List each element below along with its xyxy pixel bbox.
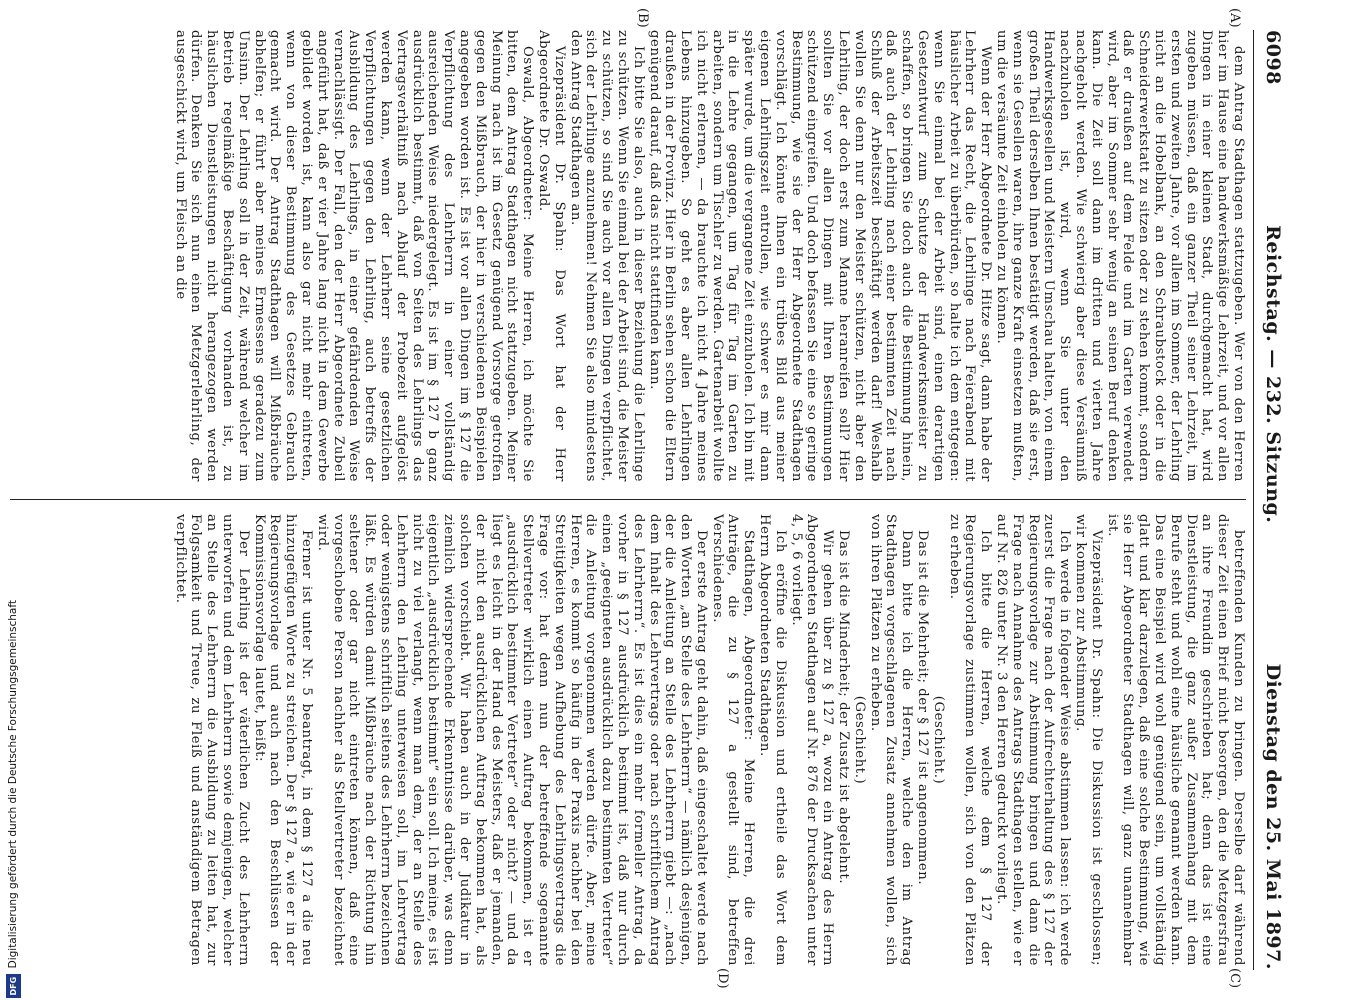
paragraph: Ferner ist unter Nr. 5 beantragt, in dem § 127 a die neu hinzugefügten Worte zu streichen. Der § 127 a, wie er in der Regierungsvorlage und auch nach den Beschlüssen der Kommissionsvorlage lautet, heißt:	[251, 514, 314, 966]
paragraph: Oswald, Abgeordneter: Meine Herren, ich möchte Sie bitten, dem Antrag Stadthagen nicht stattzugeben. Meiner Meinung nach ist im Gesetz genügend Vorsorge getroffen gegen den Mißbrauch, der hier in verschiedenen Beispielen angegeben worden ist. Es ist vor allen Dingen im § 127 die Verpflichtung des Lehrherrn in einer vollständig ausreichenden Weise niedergelegt. Es ist im § 127 b ganz ausdrücklich bestimmt, daß von Seiten des Lehrlings das Vertragsverhältniß nach Ablauf der Probezeit aufgelöst werden kann, wenn der Lehrherr seine gesetzlichen Verpflichtungen gegen den Lehrling, auch betreffs der Ausbildung des Lehrlings, in einer gefährdenden Weise vernachlässigt. Der Fall, den der Herr Abgeordnete Zubeil angeführt hat, daß er vier Jahre lang nicht in dem Gewerbe gebildet worden ist, kann also gar nicht mehr eintreten, wenn von dieser Bestimmung des Gesetzes Gebrauch gemacht wird. Der Antrag Stadthagen will Mißbräuche abhelfen; er führt aber meines Ermessens geradezu zum Unsinn. Der Lehrling soll in der Zeit, während welcher im Betrieb regelmäßige Beschäftigung vorhanden ist, zu häuslichen Dienstleistungen nicht herangezogen werden dürfen. Denken Sie sich nun einen Metzgerlehrling, der ausgeschickt wird, um Fleisch an die	[172, 30, 536, 482]
paragraph: Ich eröffne die Diskussion und ertheile das Wort dem Herrn Abgeordneten Stadthagen.	[757, 514, 788, 966]
margin-marker-a: (A)	[1227, 8, 1242, 28]
paragraph: Ich bitte die Herren, welche dem § 127 der Regierungsvorlage zustimmen wollen, sich von den Plätzen zu erheben.	[946, 514, 994, 966]
quoted-paragraph: Der Lehrling ist der väterlichen Zucht des Lehrherrn unterworfen und dem Lehrherrn sowie demjenigen, welcher an Stelle des Lehrherrn die Ausbildung zu leiten hat, zur Folgsamkeit und Treue, zu Fleiß und anständigem Betragen verpflichtet.	[172, 514, 251, 966]
paragraph: dem Antrag Stadthagen stattzugeben. Wer von den Herren hier im Hause eine handwerksmäßige Lehrzeit, und vor allen Dingen in einer kleinen Stadt, durchgemacht hat, wird zugeben müssen, daß ein ganzer Theil seiner Lehrzeit, im ersten und zweiten Jahre, vor allem im Sommer, der Lehrling nicht an die Hobelbank, an den Schraubstock oder in die Schneiderwerkstatt zu sitzen oder zu stehen kommt, sondern daß er draußen auf dem Felde und im Garten verwendet wird, aber im Sommer sehr wenig an seinen Beruf denken kann. Die Zeit soll dann im dritten und vierten Jahre nachgeholt werden. Wie schwierig aber diese Versäumniß nachzuholen ist, wird, wenn Sie unter den Handwerksgesellen und Meistern Umschau halten, von einem großen Theil derselben Ihnen bestätigt werden, daß sie erst, wenn sie Gesellen waren, ihre ganze Kraft einsetzen mußten, um die versäumte Zeit einholen zu können.	[994, 30, 1246, 482]
header-rule	[1253, 30, 1254, 970]
right-column	[10, 514, 1246, 966]
left-column	[10, 30, 1246, 482]
stage-direction: (Geschieht.)	[930, 695, 946, 785]
page-number: 6098	[1262, 30, 1284, 85]
margin-marker-c: (C)	[1227, 968, 1242, 989]
paragraph: Das ist die Minderheit; der Zusatz ist abgelehnt.	[836, 530, 852, 885]
stage-direction: (Geschieht.)	[851, 695, 867, 785]
header-date: Dienstag den 25. Mai 1897.	[1262, 663, 1284, 970]
paragraph: Stadthagen, Abgeordneter: Meine Herren, die drei Anträge, die zu § 127 a gestellt sind, betreffen Verschiedenes.	[709, 514, 757, 966]
column-divider	[10, 499, 1246, 500]
paragraph: betreffenden Kunden zu bringen. Derselbe darf während dieser Zeit einen Brief nicht besorgen, den die Metzgersfrau an ihre Freundin geschrieben hat; denn das ist eine Dienstleistung, die ganz außer Zusammenhang mit dem Berufe steht und wohl eine häusliche genannt werden kann. Das eine Beispiel wird wohl genügend sein, um vollständig glatt und klar darzulegen, daß eine solche Bestimmung, wie sie Herr Abgeordneter Stadthagen will, ganz unannehmbar ist.	[1104, 514, 1246, 966]
paragraph: Ich werde in folgender Weise abstimmen lassen: ich werde zuerst die Frage nach der Aufrechterhaltung des § 127 der Regierungsvorlage zur Abstimmung bringen und dann die Frage nach Annahme des Antrags Stadthagen stellen, wie er auf Nr. 826 unter Nr. 3 den Herren gedruckt vorliegt.	[994, 514, 1073, 966]
paragraph: Vizepräsident Dr. Spahn: Die Diskussion ist geschlossen; wir kommen zur Abstimmung.	[1073, 514, 1104, 966]
paragraph: Wenn der Herr Abgeordnete Dr. Hitze sagt, dann habe der Lehrherr das Recht, die Lehrlinge nach Feierabend mit häuslicher Arbeit zu überbürden, so halte ich dem entgegen: wenn Sie einmal bei der Arbeit sind, einen derartigen Gesetzentwurf zum Schutze der Handwerksmeister zu schaffen, so bringen Sie doch auch die Bestimmung hinein, daß auch der Lehrling nach einer bestimmten Zeit nach Schluß der Arbeitszeit beschäftigt werden darf! Weshalb wollen Sie denn nur den Meister schützen, nicht aber den Lehrling, der doch erst zum Manne heranreifen soll? Hier sollten Sie vor allen Dingen mit Ihren Bestimmungen schützend eingreifen. Und doch befassen Sie eine so geringe Bestimmung, wie sie der Herr Abgeordnete Stadthagen vorschlägt. Ich könnte Ihnen ein trübes Bild aus meiner eigenen Lehrlingszeit entrollen, wie schwer es mir dann später wurde, um die vergangene Zeit einzuholen. Ich bin mit in die Lehre gegangen, um Tag für Tag im Garten zu arbeiten, sondern um Tischler zu werden. Gartenarbeit wollte ich nicht erlernen, — da brauchte ich nicht 4 Jahre meines Lebens hinzugeben. So geht es aber allen Lehrlingen draußen in der Provinz. Hier in Berlin sehen schon die Eltern genügend darauf, daß das nicht stattfinden kann.	[646, 30, 994, 482]
margin-marker-b: (B)	[635, 8, 650, 28]
paragraph: Vizepräsident Dr. Spahn: Das Wort hat der Herr Abgeordnete Dr. Oswald.	[535, 30, 567, 482]
paragraph: Der erste Antrag geht dahin, daß eingeschaltet werde nach den Worten „an Stelle des Lehrherrn“ — nämlich desjenigen, der die Anleitung an Stelle des Lehrherrn giebt —: „nach dem Inhalt des Lehrvertrags oder nach schriftlichem Antrag des Lehrherrn“. Es ist dies ein mehr formeller Antrag, da vorher in § 127 ausdrücklich bestimmt ist, daß nur durch einen „geeigneten ausdrücklich dazu bestimmten Vertreter“ die Anleitung vorgenommen werden dürfe. Aber, meine Herren, es kommt so häufig in der Praxis nachher bei den Streitigkeiten wegen Aufhebung des Lehrlingsvertrags die Frage vor: hat denn nun der betreffende sogenannte Stellvertreter wirklich einen Auftrag bekommen, ist er „ausdrücklich bestimmter Vertreter“ oder nicht? — und da liegt es leicht in der Hand des Meisters, daß er jemanden, der nicht den ausdrücklichen Auftrag bekommen hat, als solchen vorschiebt. Wir haben auch in der Judikatur in ziemlich widersprechende Erkenntnisse darüber, was denn eigentlich „ausdrücklich bestimmt“ sein soll. Ich meine, es ist nicht zu viel verlangt, wenn man dem, der an Stelle des Lehrherrn den Lehrling unterweisen soll, im Lehrvertrag oder wenigstens schriftlich seitens des Lehrherrn bezeichnen läßt. Es würden damit Mißbräuche nach der Richtung hin seltener oder gar nicht eintreten können, daß eine vorgeschobene Person nachher als Stellvertreter bezeichnet wird.	[314, 514, 709, 966]
footer-note: Digitalisierung gefördert durch die Deutsche Forschungsgemeinschaft	[7, 600, 19, 969]
digitization-note	[2, 600, 22, 998]
margin-marker-d: (D)	[715, 968, 730, 989]
header-title: Reichstag. — 232. Sitzung.	[1262, 225, 1284, 524]
paragraph: Wir gehen über zu § 127 a, wozu ein Antrag des Herrn Abgeordneten Stadthagen auf Nr. 876 der Drucksachen unter 4, 5, 6 vorliegt.	[788, 514, 836, 966]
page-header	[1258, 30, 1284, 970]
paragraph: Das ist die Mehrheit; der § 127 ist angenommen.	[915, 530, 931, 886]
dfg-logo: DFG	[6, 974, 21, 998]
paragraph: Ich bitte Sie also, auch in dieser Beziehung die Lehrlinge zu schützen. Wenn Sie einmal bei der Arbeit sind, die Meister zu schützen, so sind Sie auch vor allen Dingen verpflichtet, sich der Lehrlinge anzunehmen! Nehmen Sie also mindestens den Antrag Stadthagen an.	[567, 30, 646, 482]
paragraph: Dann bitte ich die Herren, welche den im Antrag Stadthagen vorgeschlagenen Zusatz annehmen wollen, sich von ihren Plätzen zu erheben.	[867, 514, 915, 966]
